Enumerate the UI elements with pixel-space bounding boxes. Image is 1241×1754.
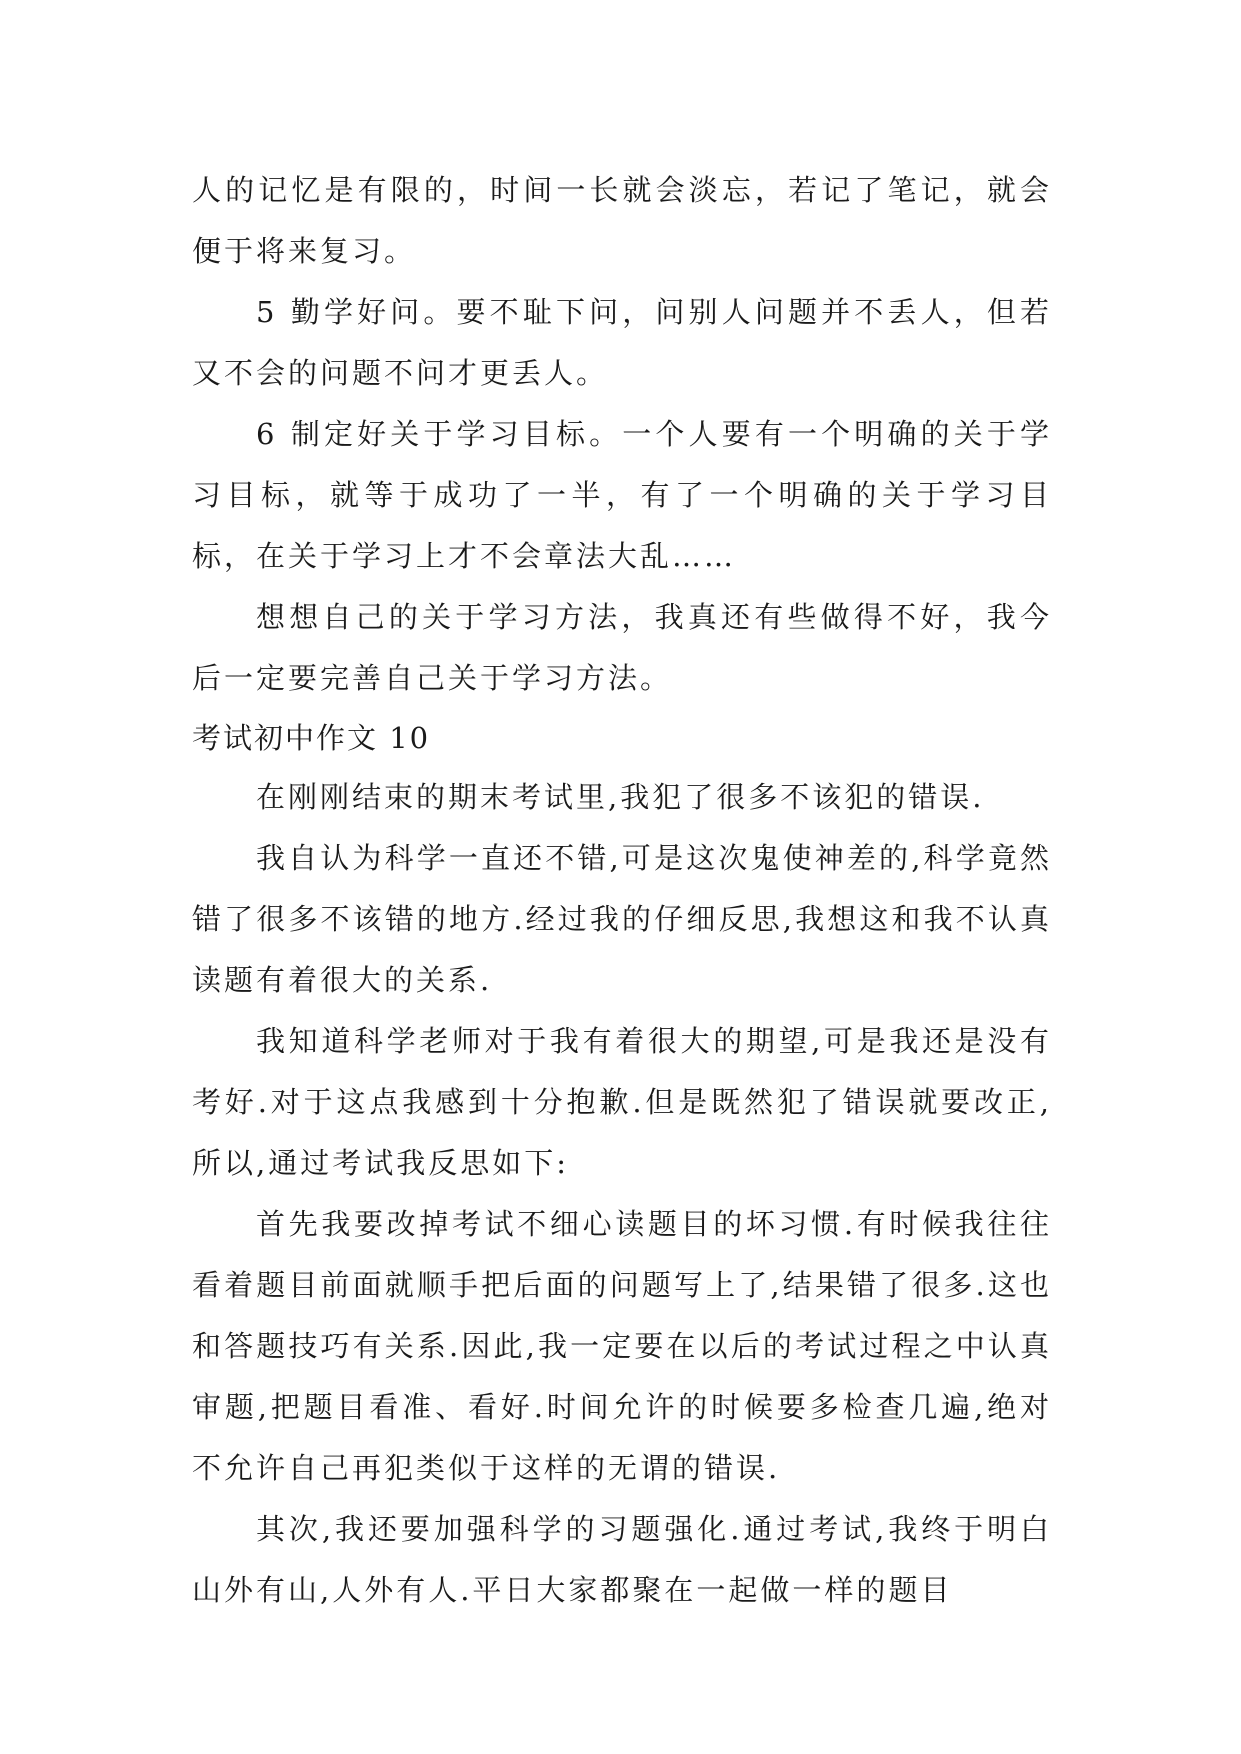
paragraph-teacher-expectation: 我知道科学老师对于我有着很大的期望,可是我还是没有考好.对于这点我感到十分抱歉.但是既然犯了错误就要改正,所以,通过考试我反思如下:: [192, 1024, 1052, 1180]
paragraph-science-mistakes: 我自认为科学一直还不错,可是这次鬼使神差的,科学竟然错了很多不该错的地方.经过我的仔细反思,我想这和我不认真读题有着很大的关系.: [192, 841, 1052, 997]
document-body: [192, 160, 1052, 1621]
paragraph-practice: 其次,我还要加强科学的习题强化.通过考试,我终于明白山外有山,人外有人.平日大家都聚在一起做一样的题目: [192, 1512, 1052, 1607]
paragraph-reflection: 想想自己的关于学习方法，我真还有些做得不好，我今后一定要完善自己关于学习方法。: [192, 600, 1052, 695]
paragraph-careful-reading: 首先我要改掉考试不细心读题目的坏习惯.有时候我往往看着题目前面就顺手把后面的问题写上了,结果错了很多.这也和答题技巧有关系.因此,我一定要在以后的考试过程之中认真审题,把题目看准、看好.时间允许的时候要多检查几遍,绝对不允许自己再犯类似于这样的无谓的错误.: [192, 1207, 1052, 1485]
essay-heading: 考试初中作文 10: [192, 721, 431, 755]
paragraph-study-goals: 6 制定好关于学习目标。一个人要有一个明确的关于学习目标，就等于成功了一半，有了一个明确的关于学习目标，在关于学习上才不会章法大乱……: [192, 417, 1052, 573]
paragraph-exam-intro: 在刚刚结束的期末考试里,我犯了很多不该犯的错误.: [256, 780, 985, 814]
paragraph-ask-questions: 5 勤学好问。要不耻下问，问别人问题并不丢人，但若又不会的问题不问才更丢人。: [192, 295, 1052, 390]
paragraph-memory-notes: 人的记忆是有限的，时间一长就会淡忘，若记了笔记，就会便于将来复习。: [192, 173, 1052, 268]
